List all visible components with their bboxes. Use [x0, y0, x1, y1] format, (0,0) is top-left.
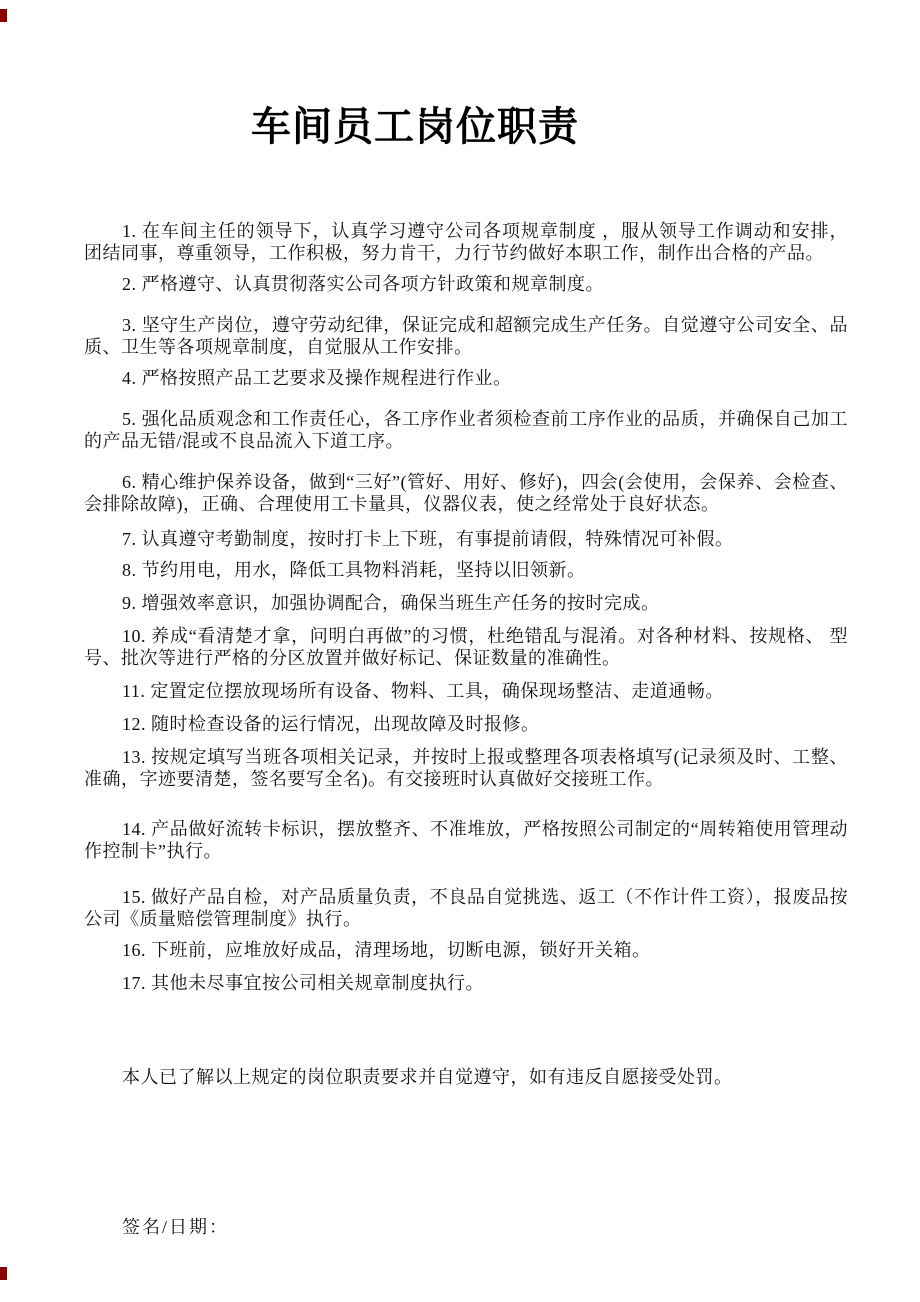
- list-item: 9. 增强效率意识，加强协调配合，确保当班生产任务的按时完成。: [122, 593, 660, 613]
- page-edge-mark-top: [0, 9, 7, 22]
- list-item: 11. 定置定位摆放现场所有设备、物料、工具，确保现场整洁、走道通畅。: [122, 681, 724, 701]
- title-container: [0, 106, 830, 147]
- list-item: 1. 在车间主任的领导下，认真学习遵守公司各项规章制度 ，服从领导工作调动和安排，团结同事，尊重领导，工作积极，努力肯干，力行节约做好本职工作，制作出合格的产品。: [84, 221, 848, 263]
- list-item: 4. 严格按照产品工艺要求及操作规程进行作业。: [122, 368, 512, 388]
- list-item: 12. 随时检查设备的运行情况，出现故障及时报修。: [122, 714, 540, 734]
- list-item: 15. 做好产品自检，对产品质量负责，不良品自觉挑选、返工（不作计件工资），报废品按公司《质量赔偿管理制度》执行。: [84, 887, 848, 929]
- list-item: 8. 节约用电，用水，降低工具物料消耗，坚持以旧领新。: [122, 560, 586, 580]
- list-item: 5. 强化品质观念和工作责任心，各工序作业者须检查前工序作业的品质，并确保自己加工的产品无错/混或不良品流入下道工序。: [84, 409, 848, 451]
- list-item: 17. 其他未尽事宜按公司相关规章制度执行。: [122, 973, 484, 993]
- list-item: 14. 产品做好流转卡标识，摆放整齐、不准堆放，严格按照公司制定的“周转箱使用管理动作控制卡”执行。: [84, 819, 848, 861]
- list-item: 13. 按规定填写当班各项相关记录，并按时上报或整理各项表格填写(记录须及时、工整、准确，字迹要清楚，签名要写全名)。有交接班时认真做好交接班工作。: [84, 747, 848, 789]
- list-item: 16. 下班前，应堆放好成品，清理场地，切断电源，锁好开关箱。: [122, 940, 651, 960]
- list-item: 3. 坚守生产岗位，遵守劳动纪律，保证完成和超额完成生产任务。自觉遵守公司安全、品 质、卫生等各项规章制度，自觉服从工作安排。: [84, 315, 848, 357]
- list-item: 7. 认真遵守考勤制度，按时打卡上下班，有事提前请假，特殊情况可补假。: [122, 529, 734, 549]
- page-title: 车间员工岗位职责: [251, 104, 579, 149]
- page-edge-mark-bottom: [0, 1267, 7, 1280]
- list-item: 2. 严格遵守、认真贯彻落实公司各项方针政策和规章制度。: [122, 274, 604, 294]
- acknowledgement-text: 本人已了解以上规定的岗位职责要求并自觉遵守，如有违反自愿接受处罚。: [122, 1067, 733, 1087]
- list-item: 6. 精心维护保养设备，做到“三好”(管好、用好、修好)，四会(会使用，会保养、会检查、会排除故障)，正确、合理使用工卡量具，仪器仪表，使之经常处于良好状态。: [84, 472, 848, 514]
- signature-date-label: 签名/日期：: [122, 1217, 230, 1237]
- list-item: 10. 养成“看清楚才拿，问明白再做”的习惯，杜绝错乱与混淆。对各种材料、按规格、 型号、批次等进行严格的分区放置并做好标记、保证数量的准确性。: [84, 626, 848, 668]
- responsibilities-list: [84, 220, 848, 994]
